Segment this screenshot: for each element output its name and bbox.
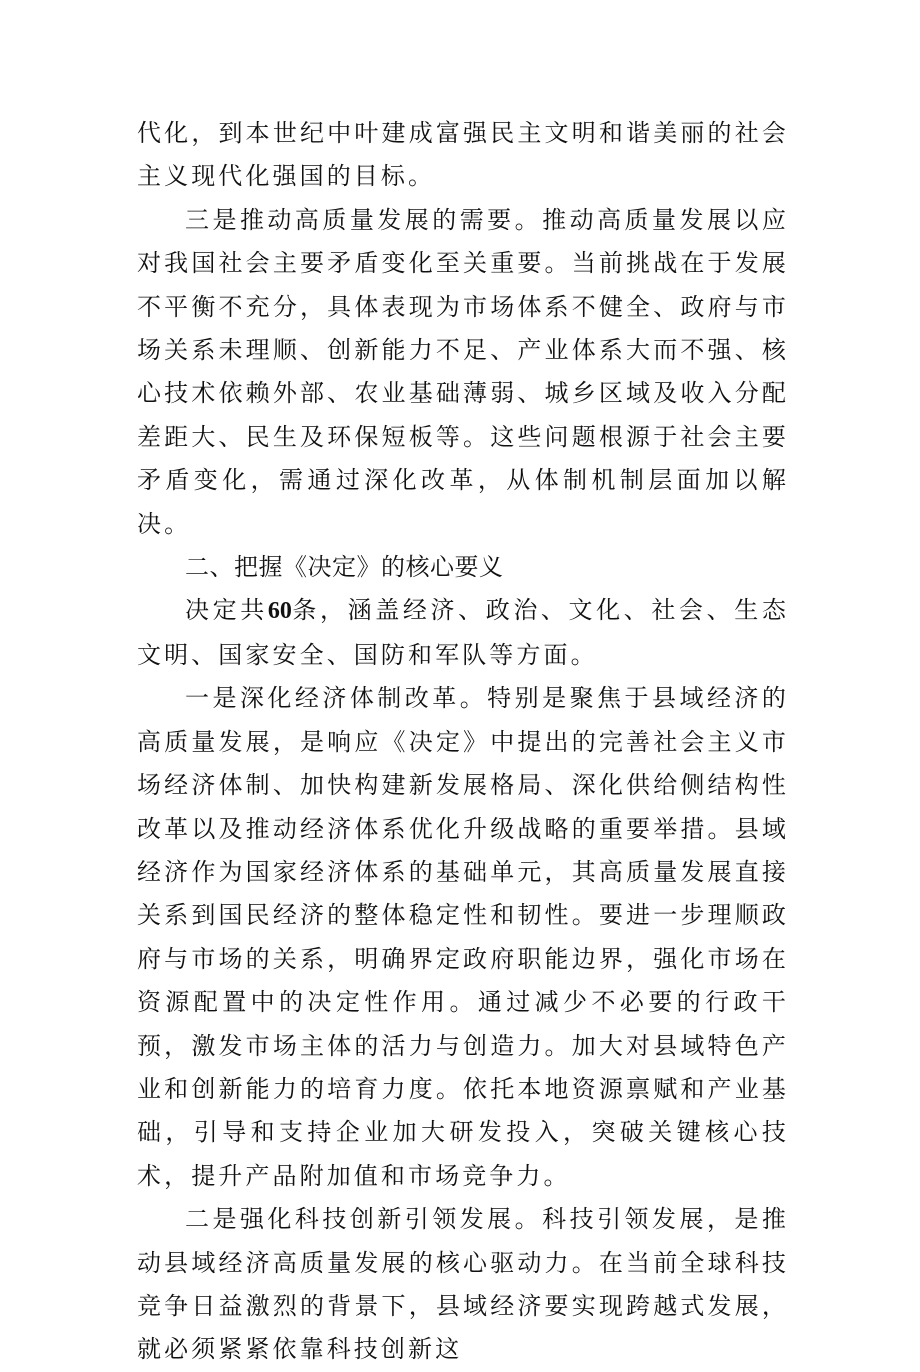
paragraph-high-quality-development: 三是推动高质量发展的需要。推动高质量发展以应对我国社会主要矛盾变化至关重要。当前挑战在于发展不平衡不充分，具体表现为市场体系不健全、政府与市场关系未理顺、创新能力不足、产业体系大而不强、核心技术依赖外部、农业基础薄弱、城乡区域及收入分配差距大、民生及环保短板等。这些问题根源于社会主要矛盾变化，需通过深化改革，从体制机制层面加以解决。 bbox=[137, 205, 789, 538]
section-heading: 二、把握《决定》的核心要义 bbox=[185, 553, 504, 582]
paragraph-tech-innovation: 二是强化科技创新引领发展。科技引领发展，是推动县域经济高质量发展的核心驱动力。在当前全球科技竞争日益激烈的背景下，县域经济要实现跨越式发展，就必须紧紧依靠科技创新这 bbox=[137, 1205, 789, 1364]
article-count: 60 bbox=[267, 598, 292, 625]
paragraph-continuation: 代化，到本世纪中叶建成富强民主文明和谐美丽的社会主义现代化强国的目标。 bbox=[137, 119, 789, 191]
document-body bbox=[137, 112, 789, 1372]
paragraph-economic-reform: 一是深化经济体制改革。特别是聚焦于县域经济的高质量发展，是响应《决定》中提出的完善社会主义市场经济体制、加快构建新发展格局、深化供给侧结构性改革以及推动经济体系优化升级战略的重要举措。县域经济作为国家经济体系的基础单元，其高质量发展直接关系到国民经济的整体稳定性和韧性。要进一步理顺政府与市场的关系，明确界定政府职能边界，强化市场在资源配置中的决定性作用。通过减少不必要的行政干预，激发市场主体的活力与创造力。加大对县域特色产业和创新能力的培育力度。依托本地资源禀赋和产业基础，引导和支持企业加大研发投入，突破关键核心技术，提升产品附加值和市场竞争力。 bbox=[137, 684, 789, 1190]
decision-text-suffix: 条，涵盖经济、政治、文化、社会、生态文明、国家安全、国防和军队等方面。 bbox=[137, 596, 789, 669]
paragraph-decision-overview bbox=[137, 589, 789, 677]
decision-text-prefix: 决定共 bbox=[185, 596, 268, 625]
